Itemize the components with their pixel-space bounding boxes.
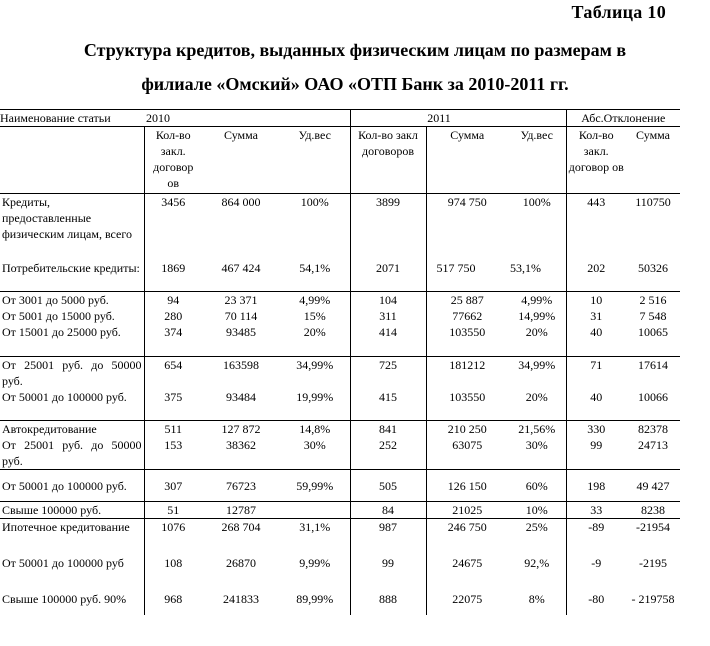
cell-count-2011: 987 (350, 519, 426, 551)
row-name: Свыше 100000 руб. (0, 502, 144, 519)
cell-count-2010: 968 (164, 591, 183, 606)
cell-count-deviation: 40 (566, 324, 626, 356)
cell-sum-2010: 127 872 (202, 421, 280, 438)
cell-count-deviation: 71 (566, 356, 626, 389)
cell-share-2011: 25% (508, 519, 566, 551)
cell-count-2010: 108 (164, 555, 183, 570)
cell-count-2011: 505 (350, 470, 426, 502)
cell-count-2011: 104 (350, 292, 426, 309)
cell-count-deviation: 99 (566, 437, 626, 470)
cell-share-2010: 54,1% (299, 260, 331, 275)
cell-share-2010: 34,99% (280, 356, 350, 389)
cell-count-2010: 654 (144, 356, 202, 389)
cell-sum-2011: 974 750 (426, 194, 508, 260)
cell-share-2010: 59,99% (280, 470, 350, 502)
cell-share-2011: 60% (508, 470, 566, 502)
header-abs-deviation: Абс.Отклонение (566, 110, 680, 127)
cell-count-2011: 252 (350, 437, 426, 470)
cell-count-2010: 1076 (144, 519, 202, 551)
cell-count-deviation: 443 (566, 194, 626, 260)
cell-sum-2011: 21025 (426, 502, 508, 519)
row-name: Кредиты, предоставленные физическим лицам, всего (0, 194, 144, 260)
cell-count-deviation: 10 (566, 292, 626, 309)
cell-sum-2010: 241833 (223, 591, 259, 606)
cell-count-deviation: 33 (566, 502, 626, 519)
cell-count-2011: 84 (350, 502, 426, 519)
header-empty-cell (0, 127, 144, 194)
cell-sum-2011: 77662 (426, 308, 508, 324)
cell-share-2011: 92,% (524, 555, 550, 570)
credits-structure-table (0, 109, 680, 615)
cell-share-2010: 31,1% (280, 519, 350, 551)
table-row (0, 292, 680, 309)
cell-sum-2010: 12787 (202, 502, 280, 519)
cell-count-2011: 311 (350, 308, 426, 324)
row-name: Автокредитование (0, 421, 144, 438)
cell-sum-deviation: 110750 (635, 195, 671, 209)
cell-share-2011: 30% (525, 438, 548, 452)
cell-share-2010: 9,99% (299, 555, 331, 570)
cell-sum-2011: 63075 (426, 437, 508, 470)
cell-sum-deviation: 17614 (626, 356, 680, 389)
cell-sum-deviation: 8238 (626, 502, 680, 519)
row-name: Ипотечное кредитование (0, 519, 144, 551)
cell-share-2011: 8% (528, 591, 545, 606)
header-sum-2010: Сумма (202, 127, 280, 194)
row-name: Потребительские кредиты: (0, 260, 144, 292)
cell-count-deviation: -89 (566, 519, 626, 551)
cell-count-2011: 841 (350, 421, 426, 438)
header-sum-2011: Сумма (426, 127, 508, 194)
table-row (0, 308, 680, 324)
row-name: От 25001 руб. до 50000 руб. (0, 437, 144, 470)
cell-share-2011: 34,99% (508, 356, 566, 389)
cell-sum-deviation: -2195 (639, 555, 667, 570)
cell-count-deviation: -9 (566, 551, 626, 583)
cell-count-2010: 51 (144, 502, 202, 519)
cell-count-2010: 511 (144, 421, 202, 438)
cell-count-deviation: 198 (566, 470, 626, 502)
cell-sum-2010: 864 000 (221, 195, 261, 209)
cell-sum-deviation: - 219758 (631, 591, 675, 606)
cell-sum-2010: 23 371 (202, 292, 280, 309)
cell-sum-2010: 70 114 (224, 309, 258, 323)
cell-sum-2011: 181212 (426, 356, 508, 389)
cell-sum-deviation: 82378 (626, 421, 680, 438)
row-name: От 5001 до 15000 руб. (0, 308, 144, 324)
cell-count-2010: 153 (164, 438, 183, 452)
cell-share-2010: 15% (303, 309, 326, 323)
cell-share-2010: 30% (303, 438, 326, 452)
header-sum-deviation: Сумма (626, 127, 680, 194)
table-row (0, 551, 680, 583)
cell-share-2010 (280, 502, 350, 519)
cell-count-deviation: 40 (566, 389, 626, 421)
cell-count-2010: 374 (164, 325, 183, 339)
cell-count-2011: 99 (350, 551, 426, 583)
cell-count-deviation: 202 (566, 260, 626, 292)
cell-sum-2010: 26870 (226, 555, 256, 570)
cell-share-2011: 20% (525, 389, 548, 404)
cell-sum-2010: 93485 (226, 325, 256, 339)
cell-sum-deviation: 10066 (638, 389, 668, 404)
cell-share-2011: 100% (522, 195, 551, 209)
row-name: От 15001 до 25000 руб. (0, 324, 144, 356)
cell-count-2010: 375 (164, 389, 183, 404)
cell-sum-2011: 24675 (426, 551, 508, 583)
header-year-2010: 2010 (144, 110, 350, 127)
cell-count-2011: 3899 (350, 194, 426, 260)
cell-count-2011: 415 (350, 389, 426, 421)
cell-sum-2011: 103550 (426, 324, 508, 356)
cell-count-2011: 725 (350, 356, 426, 389)
cell-sum-deviation: -21954 (626, 519, 680, 551)
cell-sum-2010: 467 424 (221, 260, 261, 275)
header-count-2010: Кол-во закл. договор ов (144, 127, 202, 194)
cell-sum-2010: 268 704 (202, 519, 280, 551)
cell-sum-2011: 22075 (426, 583, 508, 615)
cell-count-2011: 888 (350, 583, 426, 615)
cell-sum-2011: 103550 (426, 389, 508, 421)
cell-count-2010: 1869 (161, 260, 186, 275)
cell-sum-deviation: 24713 (638, 438, 668, 452)
cell-share-2011: 21,56% (508, 421, 566, 438)
row-name: От 50001 до 100000 руб. (0, 389, 144, 421)
table-row (0, 421, 680, 438)
cell-count-2010: 94 (144, 292, 202, 309)
table-row (0, 470, 680, 502)
cell-sum-deviation: 2 516 (626, 292, 680, 309)
cell-sum-2010: 163598 (202, 356, 280, 389)
table-row (0, 324, 680, 356)
cell-share-2010: 4,99% (280, 292, 350, 309)
cell-share-2011: 53,1% (510, 260, 541, 275)
cell-share-2011: 10% (508, 502, 566, 519)
cell-count-2010: 3456 (161, 195, 186, 209)
cell-sum-deviation: 7 548 (639, 309, 667, 323)
table-row (0, 389, 680, 421)
cell-sum-2011: 517 750 (426, 260, 508, 292)
cell-count-deviation: 330 (566, 421, 626, 438)
table-title-line-2: филиале «Омский» ОАО «ОТП Банк за 2010-2011 гг. (141, 74, 569, 94)
cell-count-2010: 307 (144, 470, 202, 502)
cell-share-2010: 19,99% (296, 389, 334, 404)
header-count-deviation: Кол-во закл. договор ов (566, 127, 626, 194)
cell-sum-2010: 38362 (226, 438, 256, 452)
cell-count-2011: 2071 (350, 260, 426, 292)
cell-sum-deviation: 10065 (638, 325, 668, 339)
cell-sum-deviation: 49 427 (626, 470, 680, 502)
cell-count-deviation: -80 (566, 583, 626, 615)
table-row (0, 519, 680, 551)
cell-sum-2011: 246 750 (426, 519, 508, 551)
table-row (0, 583, 680, 615)
row-name: От 25001 руб. до 50000 руб. (0, 356, 144, 389)
header-year-2011: 2011 (350, 110, 566, 127)
table-row (0, 502, 680, 519)
cell-sum-2010: 93484 (226, 389, 256, 404)
cell-sum-deviation: 50326 (638, 260, 668, 275)
header-share-2011: Уд.вес (508, 127, 566, 194)
cell-share-2011: 4,99% (508, 292, 566, 309)
table-number: Таблица 10 (571, 2, 666, 22)
cell-sum-2010: 76723 (202, 470, 280, 502)
cell-count-2011: 414 (350, 324, 426, 356)
header-row-years (0, 110, 680, 127)
cell-sum-2011: 126 150 (426, 470, 508, 502)
row-name: От 50001 до 100000 руб (0, 551, 144, 583)
cell-share-2011: 14,99% (518, 309, 556, 323)
cell-count-deviation: 31 (566, 308, 626, 324)
row-name: От 50001 до 100000 руб. (0, 470, 144, 502)
table-row (0, 356, 680, 389)
cell-sum-2011: 210 250 (426, 421, 508, 438)
row-name: Свыше 100000 руб. 90% (0, 583, 144, 615)
header-count-2011: Кол-во закл договоров (350, 127, 426, 194)
header-row-subcolumns (0, 127, 680, 194)
row-name: От 3001 до 5000 руб. (0, 292, 144, 309)
cell-share-2010: 100% (300, 195, 329, 209)
cell-share-2011: 20% (525, 325, 548, 339)
cell-count-2010: 280 (164, 309, 183, 323)
table-row (0, 260, 680, 292)
cell-share-2010: 14,8% (280, 421, 350, 438)
header-share-2010: Уд.вес (280, 127, 350, 194)
table-row (0, 194, 680, 260)
cell-share-2010: 89,99% (296, 591, 334, 606)
header-item-name: Наименование статьи (0, 110, 144, 127)
table-row (0, 437, 680, 470)
table-title-line-1: Структура кредитов, выданных физическим лицам по размерам в (83, 40, 627, 60)
cell-sum-2011: 25 887 (426, 292, 508, 309)
cell-share-2010: 20% (303, 325, 326, 339)
